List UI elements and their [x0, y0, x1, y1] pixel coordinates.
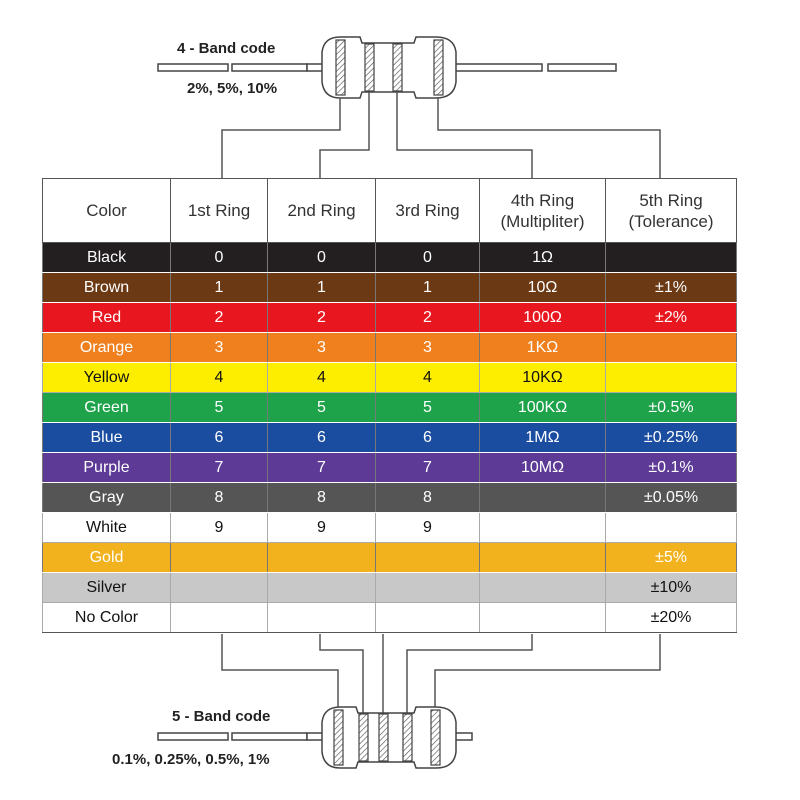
- tolerance-cell: ±0.5%: [606, 393, 737, 423]
- ring-3-cell: 9: [376, 513, 480, 543]
- top-lead-left: [158, 64, 327, 71]
- header-ring-4-line2: (Multipliter): [500, 211, 585, 231]
- color-name-cell: White: [43, 513, 171, 543]
- table-row: [43, 363, 737, 393]
- ring-1-cell: 2: [171, 303, 268, 333]
- ring-1-cell: 0: [171, 243, 268, 273]
- ring-3-cell: [376, 603, 480, 633]
- tolerance-cell: [606, 333, 737, 363]
- ring-2-cell: 4: [268, 363, 376, 393]
- multiplier-cell: [480, 603, 606, 633]
- table-row: [43, 513, 737, 543]
- multiplier-cell: 100Ω: [480, 303, 606, 333]
- ring-1-cell: 1: [171, 273, 268, 303]
- ring-3-cell: 5: [376, 393, 480, 423]
- tolerance-cell: [606, 513, 737, 543]
- ring-3-cell: 0: [376, 243, 480, 273]
- table-row: [43, 303, 737, 333]
- header-ring-4: [480, 179, 606, 243]
- multiplier-cell: 1MΩ: [480, 423, 606, 453]
- top-band-4: [434, 40, 443, 95]
- ring-1-cell: 9: [171, 513, 268, 543]
- table-row: [43, 333, 737, 363]
- header-ring-5: [606, 179, 737, 243]
- color-name-cell: Yellow: [43, 363, 171, 393]
- multiplier-cell: 10MΩ: [480, 453, 606, 483]
- bottom-band-2: [359, 714, 368, 761]
- color-name-cell: No Color: [43, 603, 171, 633]
- table-row: [43, 423, 737, 453]
- ring-1-cell: [171, 543, 268, 573]
- ring-1-cell: [171, 603, 268, 633]
- ring-1-cell: [171, 573, 268, 603]
- bottom-band-3: [379, 714, 388, 761]
- tolerance-cell: ±5%: [606, 543, 737, 573]
- tolerance-cell: ±10%: [606, 573, 737, 603]
- ring-3-cell: 3: [376, 333, 480, 363]
- multiplier-cell: [480, 573, 606, 603]
- multiplier-cell: 1Ω: [480, 243, 606, 273]
- tolerance-cell: [606, 363, 737, 393]
- color-name-cell: Orange: [43, 333, 171, 363]
- ring-2-cell: 8: [268, 483, 376, 513]
- bottom-resistor-body: [322, 707, 456, 768]
- ring-1-cell: 3: [171, 333, 268, 363]
- header-ring-1: 1st Ring: [171, 179, 268, 243]
- color-name-cell: Blue: [43, 423, 171, 453]
- tolerance-cell: ±20%: [606, 603, 737, 633]
- table-row: [43, 273, 737, 303]
- five-band-tolerances: 0.1%, 0.25%, 0.5%, 1%: [112, 751, 270, 768]
- ring-2-cell: 6: [268, 423, 376, 453]
- table-row: [43, 453, 737, 483]
- ring-1-cell: 7: [171, 453, 268, 483]
- color-name-cell: Black: [43, 243, 171, 273]
- table-row: [43, 543, 737, 573]
- tolerance-cell: ±0.1%: [606, 453, 737, 483]
- header-ring-4-line1: 4th Ring: [510, 190, 575, 210]
- top-connectors: [222, 92, 660, 178]
- ring-2-cell: 2: [268, 303, 376, 333]
- multiplier-cell: 10KΩ: [480, 363, 606, 393]
- table-body: [43, 243, 737, 633]
- header-row: [43, 179, 737, 243]
- top-band-1: [336, 40, 345, 95]
- multiplier-cell: [480, 543, 606, 573]
- four-band-title: 4 - Band code: [177, 40, 276, 57]
- ring-2-cell: 5: [268, 393, 376, 423]
- color-name-cell: Gold: [43, 543, 171, 573]
- ring-1-cell: 6: [171, 423, 268, 453]
- five-band-title: 5 - Band code: [172, 708, 271, 725]
- ring-3-cell: [376, 543, 480, 573]
- header-ring-3: 3rd Ring: [376, 179, 480, 243]
- color-name-cell: Red: [43, 303, 171, 333]
- ring-2-cell: [268, 543, 376, 573]
- ring-3-cell: 6: [376, 423, 480, 453]
- ring-3-cell: [376, 573, 480, 603]
- bottom-band-4: [403, 714, 412, 761]
- color-name-cell: Purple: [43, 453, 171, 483]
- bottom-band-5: [431, 710, 440, 765]
- multiplier-cell: 10Ω: [480, 273, 606, 303]
- ring-1-cell: 8: [171, 483, 268, 513]
- ring-2-cell: 3: [268, 333, 376, 363]
- ring-2-cell: 1: [268, 273, 376, 303]
- top-band-2: [365, 44, 374, 91]
- color-name-cell: Green: [43, 393, 171, 423]
- header-ring-5-line2: (Tolerance): [628, 211, 714, 231]
- top-lead-right: [452, 64, 616, 71]
- multiplier-cell: [480, 483, 606, 513]
- color-name-cell: Silver: [43, 573, 171, 603]
- color-name-cell: Gray: [43, 483, 171, 513]
- ring-3-cell: 2: [376, 303, 480, 333]
- ring-2-cell: 0: [268, 243, 376, 273]
- tolerance-cell: ±1%: [606, 273, 737, 303]
- header-ring-2: 2nd Ring: [268, 179, 376, 243]
- table-row: [43, 243, 737, 273]
- ring-3-cell: 7: [376, 453, 480, 483]
- header-color: Color: [43, 179, 171, 243]
- color-name-cell: Brown: [43, 273, 171, 303]
- tolerance-cell: ±0.05%: [606, 483, 737, 513]
- multiplier-cell: [480, 513, 606, 543]
- ring-2-cell: 7: [268, 453, 376, 483]
- ring-3-cell: 4: [376, 363, 480, 393]
- table-row: [43, 573, 737, 603]
- ring-2-cell: 9: [268, 513, 376, 543]
- color-code-table: [42, 178, 737, 633]
- multiplier-cell: 1KΩ: [480, 333, 606, 363]
- ring-1-cell: 5: [171, 393, 268, 423]
- bottom-lead-left: [158, 733, 327, 740]
- ring-3-cell: 1: [376, 273, 480, 303]
- ring-2-cell: [268, 573, 376, 603]
- table-row: [43, 603, 737, 633]
- tolerance-cell: [606, 243, 737, 273]
- top-band-3: [393, 44, 402, 91]
- table-row: [43, 393, 737, 423]
- four-band-tolerances: 2%, 5%, 10%: [187, 80, 278, 97]
- table-row: [43, 483, 737, 513]
- ring-1-cell: 4: [171, 363, 268, 393]
- multiplier-cell: 100KΩ: [480, 393, 606, 423]
- tolerance-cell: ±2%: [606, 303, 737, 333]
- bottom-connectors: [222, 634, 660, 714]
- tolerance-cell: ±0.25%: [606, 423, 737, 453]
- ring-3-cell: 8: [376, 483, 480, 513]
- header-ring-5-line1: 5th Ring: [639, 190, 703, 210]
- top-resistor-body: [322, 37, 456, 98]
- ring-2-cell: [268, 603, 376, 633]
- bottom-band-1: [334, 710, 343, 765]
